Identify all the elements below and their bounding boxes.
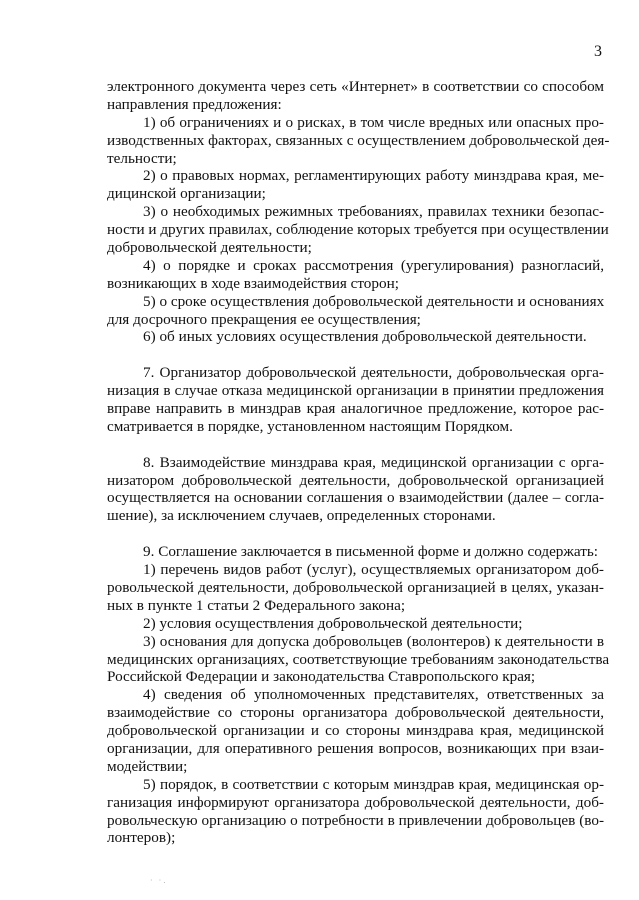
text-line: 5) о сроке осуществления добровольческой деятельности и основаниях <box>143 292 605 310</box>
text-line: лонтеров); <box>107 829 176 847</box>
text-line: 3) основания для допуска добровольцев (волонтеров) к деятельности в <box>143 632 604 650</box>
text-line: направления предложения: <box>107 95 282 113</box>
text-line: медицинских организациях, соответствующие требованиям законодательства <box>107 650 610 668</box>
text-line: 8. Взаимодействие минздрава края, медицинской организации с орга- <box>143 453 604 471</box>
paragraph-gap <box>107 436 604 454</box>
text-line: модействии; <box>107 757 188 775</box>
text-line: вправе направить в минздрав края аналогичное предложение, которое рас- <box>107 400 604 418</box>
text-line: возникающих в ходе взаимодействия сторон; <box>107 274 399 292</box>
text-line: осуществляется на основании соглашения о взаимодействии (далее – согла- <box>107 489 604 507</box>
text-line: изводственных факторах, связанных с осуществлением добровольческой дея- <box>107 131 610 149</box>
text-line: 4) сведения об уполномоченных представителях, ответственных за <box>143 686 604 704</box>
text-line: для досрочного прекращения ее осуществления; <box>107 310 421 328</box>
text-line: ных в пункте 1 статьи 2 Федерального закона; <box>107 596 406 614</box>
text-line: Российской Федерации и законодательства Ставропольского края; <box>107 668 536 686</box>
text-line: 2) о правовых нормах, регламентирующих работу минздрава края, ме- <box>143 167 604 185</box>
text-line: взаимодействие со стороны организатора добровольческой деятельности, <box>107 704 604 722</box>
text-line: шение), за исключением случаев, определенных сторонами. <box>107 507 496 525</box>
text-line: сматривается в порядке, установленном настоящим Порядком. <box>107 417 513 435</box>
paragraph-gap <box>107 525 604 543</box>
text-line: 7. Организатор добровольческой деятельности, добровольческая орга- <box>143 364 604 382</box>
text-line: 1) перечень видов работ (услуг), осуществляемых организатором доб- <box>143 561 604 579</box>
text-line: низатором добровольческой деятельности, добровольческой организацией <box>107 471 604 489</box>
scan-specks: · ·. <box>150 876 168 885</box>
text-line: ности и других правилах, соблюдение которых требуется при осуществлении <box>107 221 609 239</box>
text-line: низация в случае отказа медицинской организации в принятии предложения <box>107 382 604 400</box>
page-number: 3 <box>594 43 602 60</box>
text-line: 5) порядок, в соответствии с которым минздрав края, медицинская ор- <box>143 775 604 793</box>
text-line: 1) об ограничениях и о рисках, в том числе вредных или опасных про- <box>143 113 604 131</box>
paragraph-gap <box>107 346 604 364</box>
text-line: ганизация информируют организатора добровольческой деятельности, доб- <box>107 793 604 811</box>
text-line: 6) об иных условиях осуществления добровольческой деятельности. <box>143 328 587 346</box>
text-line: 4) о порядке и сроках рассмотрения (урегулирования) разногласий, <box>143 256 604 274</box>
text-line: 9. Соглашение заключается в письменной форме и должно содержать: <box>143 543 599 561</box>
text-line: добровольческой организации и со стороны минздрава края, медицинской <box>107 722 604 740</box>
text-line: электронного документа через сеть «Интернет» в соответствии со способом <box>107 78 604 95</box>
document-body <box>107 78 610 847</box>
text-line: ровольческую организацию о потребности в привлечении добровольцев (во- <box>107 811 604 829</box>
text-line: 2) условия осуществления добровольческой деятельности; <box>143 614 523 632</box>
text-line: ровольческой деятельности, добровольческой организацией в целях, указан- <box>107 578 604 596</box>
text-line: дицинской организации; <box>107 185 266 203</box>
text-line: добровольческой деятельности; <box>107 239 312 257</box>
text-line: 3) о необходимых режимных требованиях, правилах техники безопас- <box>143 203 604 221</box>
text-line: тельности; <box>107 149 177 167</box>
text-line: организации, для оперативного решения вопросов, возникающих при взаи- <box>107 739 604 757</box>
